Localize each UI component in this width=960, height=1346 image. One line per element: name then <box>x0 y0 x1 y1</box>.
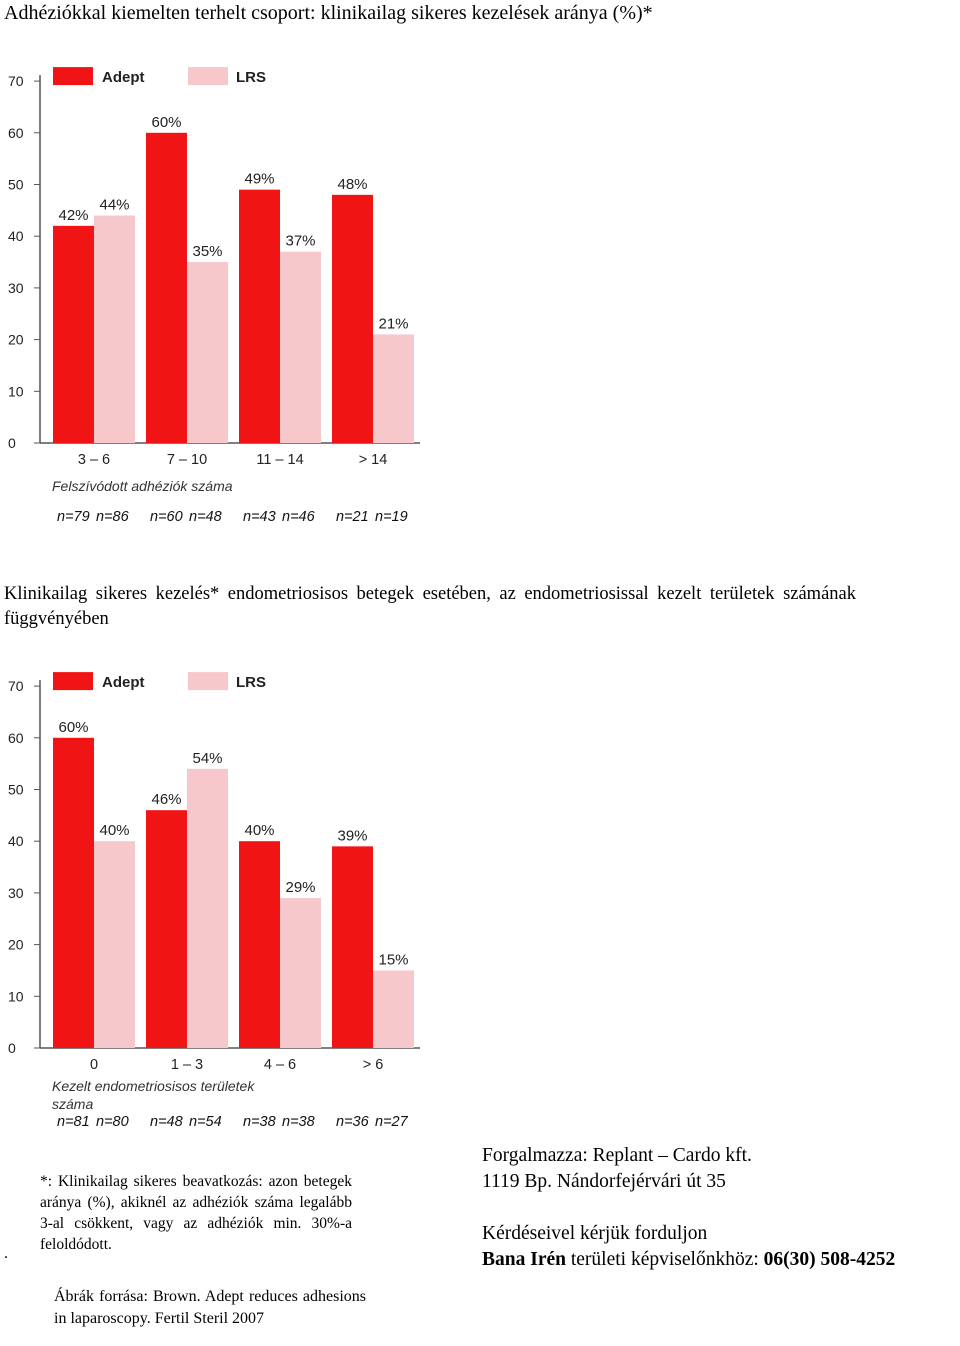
y-tick-label: 70 <box>8 678 24 695</box>
bar-adept <box>146 133 187 443</box>
y-tick-label: 10 <box>8 383 24 400</box>
bar-adept <box>332 195 373 443</box>
bar-lrs <box>280 898 321 1048</box>
distributor-line: Forgalmazza: Replant – Cardo kft. <box>482 1145 752 1166</box>
n-label: n=43 <box>243 509 276 525</box>
n-label: n=48 <box>189 509 222 525</box>
x-axis-title: Kezelt endometriosisos területek száma <box>52 1078 255 1112</box>
bar-value-label: 42% <box>58 206 89 224</box>
bar-value-label: 44% <box>99 196 130 214</box>
legend-label-lrs: LRS <box>236 69 266 87</box>
bar-value-label: 60% <box>58 718 89 736</box>
contact-intro: Kérdéseivel kérjük forduljon <box>482 1223 708 1244</box>
n-label: n=48 <box>150 1114 183 1130</box>
category-label: 3 – 6 <box>77 452 111 468</box>
contact-phone[interactable]: 06(30) 508-4252 <box>763 1249 896 1270</box>
category-label: 0 <box>89 1057 99 1073</box>
bar-value-label: 29% <box>285 879 316 897</box>
y-tick-label: 20 <box>8 936 24 953</box>
contact-name: Bana Irén <box>482 1249 566 1270</box>
bar-value-label: 21% <box>378 315 409 333</box>
bar-value-label: 39% <box>337 827 368 845</box>
chart-adhesions <box>0 55 440 535</box>
chart-endometriosis <box>0 660 440 1140</box>
address-line: 1119 Bp. Nándorfejérvári út 35 <box>482 1171 726 1192</box>
bar-lrs <box>280 252 321 443</box>
y-tick-label: 30 <box>8 884 24 901</box>
chart1-title: Adhéziókkal kiemelten terhelt csoport: klinikailag sikeres kezelések aránya (%)* <box>4 2 653 24</box>
bar-lrs <box>373 970 414 1048</box>
bar-value-label: 54% <box>192 749 223 767</box>
bar-value-label: 48% <box>337 175 368 193</box>
category-label: > 14 <box>358 452 388 468</box>
contact-block <box>482 1143 895 1273</box>
category-label: > 6 <box>362 1057 384 1073</box>
n-label: n=79 <box>57 509 90 525</box>
n-label: n=86 <box>96 509 129 525</box>
bar-adept <box>53 226 94 443</box>
n-label: n=21 <box>336 509 369 525</box>
n-label: n=36 <box>336 1114 369 1130</box>
y-tick-label: 40 <box>8 833 24 850</box>
y-tick-label: 50 <box>8 176 24 193</box>
n-label: n=54 <box>189 1114 222 1130</box>
bar-lrs <box>373 334 414 443</box>
chart2-title: Klinikailag sikeres kezelés* endometriosisos betegek esetében, az endometriosissal kezelt területek számának függvényében <box>4 584 856 629</box>
n-label: n=19 <box>375 509 408 525</box>
legend-swatch-lrs <box>188 67 228 85</box>
bar-adept <box>146 810 187 1048</box>
category-label: 7 – 10 <box>166 452 208 468</box>
bar-value-label: 49% <box>244 170 275 188</box>
n-label: n=46 <box>282 509 315 525</box>
y-tick-label: 20 <box>8 331 24 348</box>
bar-value-label: 46% <box>151 791 182 809</box>
y-tick-label: 60 <box>8 124 24 141</box>
bar-adept <box>53 738 94 1048</box>
bar-value-label: 35% <box>192 243 223 261</box>
category-label: 11 – 14 <box>256 452 304 468</box>
bar-lrs <box>187 262 228 443</box>
contact-role: területi képviselőnkhöz: <box>565 1249 764 1270</box>
y-tick-label: 30 <box>8 279 24 296</box>
y-tick-label: 60 <box>8 729 24 746</box>
bar-value-label: 60% <box>151 113 182 131</box>
y-tick-label: 40 <box>8 228 24 245</box>
y-tick-label: 0 <box>8 1040 16 1056</box>
n-label: n=38 <box>243 1114 276 1130</box>
category-label: 1 – 3 <box>170 1057 204 1073</box>
dot-mark: . <box>4 1245 8 1262</box>
n-label: n=38 <box>282 1114 315 1130</box>
x-axis-title: Felszívódott adhéziók száma <box>52 478 233 494</box>
legend-swatch-adept <box>53 672 93 690</box>
n-label: n=60 <box>150 509 183 525</box>
bar-adept <box>239 190 280 443</box>
bar-adept <box>239 841 280 1048</box>
y-tick-label: 50 <box>8 781 24 798</box>
category-label: 4 – 6 <box>263 1057 297 1073</box>
bar-lrs <box>94 216 135 443</box>
contact-person-line <box>482 1247 895 1273</box>
n-label: n=80 <box>96 1114 129 1130</box>
legend-swatch-lrs <box>188 672 228 690</box>
y-tick-label: 10 <box>8 988 24 1005</box>
footnote: *: Klinikailag sikeres beavatkozás: azon betegek aránya (%), akiknél az adhéziók száma legalább 3-al csökkent, vagy az adhéziók min. 30%-a feloldódott. <box>40 1173 352 1253</box>
n-label: n=81 <box>57 1114 90 1130</box>
legend-label-lrs: LRS <box>236 674 266 692</box>
n-label: n=27 <box>375 1114 408 1130</box>
y-tick-label: 0 <box>8 435 16 451</box>
bar-value-label: 40% <box>244 822 275 840</box>
figure-source: Ábrák forrása: Brown. Adept reduces adhesions in laparoscopy. Fertil Steril 2007 <box>54 1288 366 1327</box>
legend-swatch-adept <box>53 67 93 85</box>
bar-lrs <box>187 769 228 1048</box>
bar-value-label: 15% <box>378 951 409 969</box>
bar-value-label: 40% <box>99 822 130 840</box>
bar-value-label: 37% <box>285 232 316 250</box>
bar-adept <box>332 846 373 1048</box>
bar-lrs <box>94 841 135 1048</box>
y-tick-label: 70 <box>8 73 24 90</box>
legend-label-adept: Adept <box>102 69 145 87</box>
legend-label-adept: Adept <box>102 674 145 692</box>
